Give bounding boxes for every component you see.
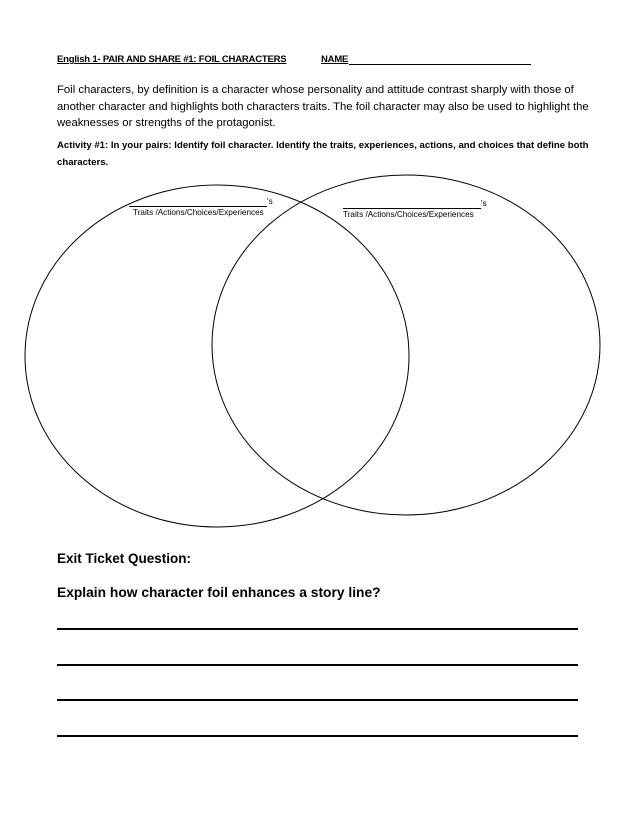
exit-ticket-question: Explain how character foil enhances a story line? — [57, 585, 381, 600]
name-label: NAME — [321, 54, 349, 65]
right-character-label: 's Traits /Actions/Choices/Experiences — [343, 199, 487, 219]
answer-line[interactable] — [57, 699, 578, 701]
venn-right-circle[interactable] — [212, 175, 600, 515]
intro-paragraph: Foil characters, by definition is a character whose personality and attitude contrast sharply with those of another character and highlights both characters traits. The foil character may also be used to highlight the weaknesses or strengths of the protagonist. — [57, 84, 589, 129]
answer-line[interactable] — [57, 628, 578, 630]
venn-left-circle[interactable] — [25, 185, 409, 527]
right-traits-label: Traits /Actions/Choices/Experiences — [343, 210, 474, 219]
right-character-blank[interactable] — [343, 200, 481, 209]
left-character-label: 's Traits /Actions/Choices/Experiences — [129, 196, 273, 218]
answer-line[interactable] — [57, 664, 578, 666]
left-character-blank[interactable] — [129, 198, 267, 207]
answer-line[interactable] — [57, 735, 578, 737]
exit-ticket-heading: Exit Ticket Question: — [57, 551, 192, 566]
left-traits-label: Traits /Actions/Choices/Experiences — [133, 208, 264, 217]
worksheet-title: English 1- PAIR AND SHARE #1: FOIL CHARACTERS — [57, 54, 287, 65]
activity-instructions: Activity #1: In your pairs: Identify foil character. Identify the traits, experiences, actions, and choices that define both characters. — [57, 140, 589, 168]
